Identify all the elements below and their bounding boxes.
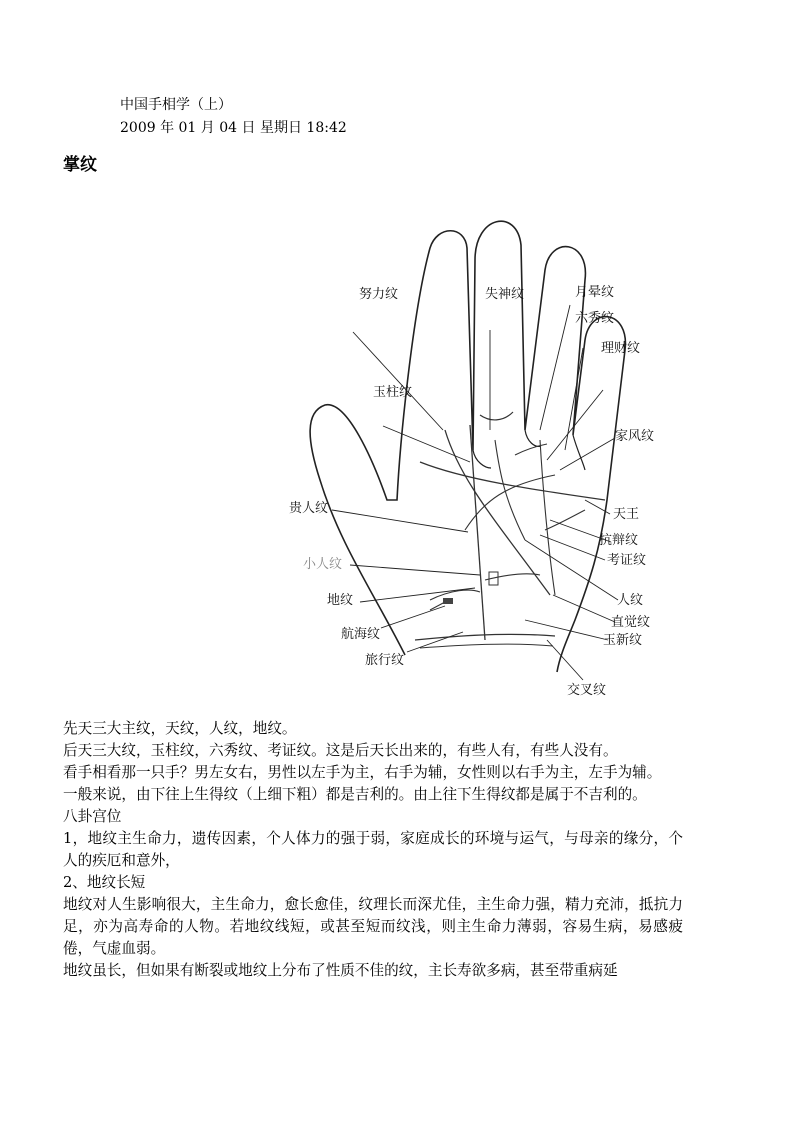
label-yuxin: 玉新纹	[603, 633, 643, 648]
paragraph: 一般来说，由下往上生得纹（上细下粗）都是吉利的。由上往下生得纹都是属于不吉利的。	[63, 786, 647, 803]
document-title: 中国手相学（上）	[120, 97, 232, 113]
paragraph: 看手相看那一只手？男左女右，男性以左手为主，右手为辅，女性则以右手为主，左手为辅。	[63, 764, 662, 781]
paragraph: 八卦宫位	[63, 808, 122, 825]
label-xiaoren: 小人纹	[303, 557, 343, 572]
paragraph: 地纹虽长，但如果有断裂或地纹上分布了性质不佳的纹，主长寿欲多病，甚至带重病延	[63, 962, 618, 979]
label-diwen: 地纹	[327, 593, 354, 608]
label-renwen: 人纹	[617, 593, 644, 608]
article-body	[63, 718, 683, 982]
paragraph: 2、地纹长短	[63, 874, 146, 891]
label-kangbian: 抗辩纹	[599, 533, 639, 548]
label-lvxing: 旅行纹	[365, 653, 405, 668]
label-kaozheng: 考证纹	[607, 553, 647, 568]
paragraph: 后天三大纹，玉柱纹，六秀纹、考证纹。这是后天长出来的，有些人有，有些人没有。	[63, 742, 618, 759]
label-guiren: 贵人纹	[289, 501, 329, 516]
label-jiafeng: 家风纹	[615, 429, 655, 444]
label-jiaocha: 交叉纹	[567, 683, 607, 698]
label-tianwang: 天王	[613, 507, 640, 522]
palm-lines-diagram	[285, 200, 685, 705]
label-yuzhu: 玉柱纹	[373, 385, 413, 400]
label-nuli: 努力纹	[359, 287, 399, 302]
label-yueyun: 月晕纹	[575, 285, 615, 300]
label-liuxiu: 六秀纹	[575, 311, 615, 326]
label-shishen: 失神纹	[485, 287, 525, 302]
label-hanghai: 航海纹	[341, 627, 381, 642]
paragraph: 先天三大主纹，天纹，人纹，地纹。	[63, 720, 297, 737]
section-title: 掌纹	[63, 155, 97, 175]
document-datetime: 2009 年 01 月 04 日 星期日 18:42	[120, 120, 347, 136]
paragraph: 1，地纹主生命力，遗传因素，个人体力的强于弱，家庭成长的环境与运气，与母亲的缘分，个人的疾厄和意外，	[63, 830, 683, 869]
paragraph: 地纹对人生影响很大，主生命力，愈长愈佳，纹理长而深尤佳，主生命力强，精力充沛，抵抗力足，亦为高寿命的人物。若地纹线短，或甚至短而纹浅，则主生命力薄弱，容易生病，易感疲倦，气虚血弱。	[63, 896, 683, 957]
label-zhijue: 直觉纹	[611, 615, 651, 630]
label-licai: 理财纹	[601, 341, 641, 356]
